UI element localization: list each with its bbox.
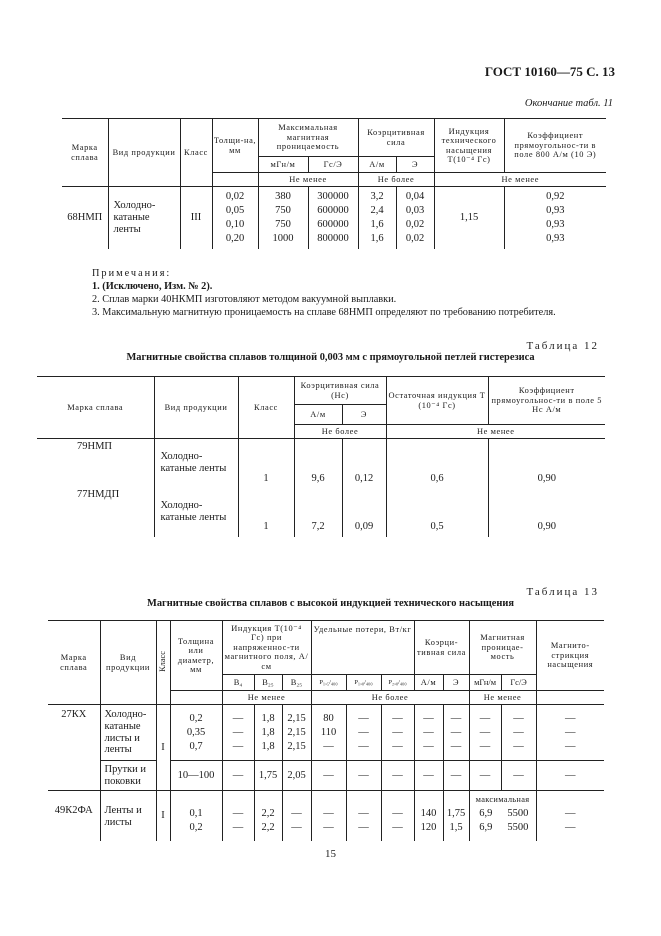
t13-product-2: Прутки и поковки	[100, 761, 156, 791]
table-13	[48, 620, 604, 841]
col-grade: Марка сплава	[62, 119, 108, 187]
t13-ms-2: —	[536, 761, 604, 791]
t12-label-not-more: Не более	[294, 425, 386, 439]
t13-class-1: I	[156, 705, 170, 791]
t13-col-magnetostriction: Магнито-стрикция насыщения	[536, 621, 604, 691]
t12-col-remanent: Остаточная индукция Т (10⁻⁴ Гс)	[386, 377, 488, 425]
notes	[92, 267, 556, 319]
t13-ms-3: — —	[536, 791, 604, 841]
t13-col-p2: P₁,₀/₄₀₀	[346, 675, 381, 691]
t12-product-2: Холодно-катаные ленты	[154, 487, 238, 537]
t12-col-class: Класс	[238, 377, 294, 439]
label-not-less-2: Не менее	[434, 173, 606, 187]
t13-a-m-2: —	[414, 761, 443, 791]
t12-grade-79nmp: 79НМП	[37, 439, 154, 487]
t13-product-1: Холодно-катаные листы и ленты	[100, 705, 156, 761]
t12-col-a-m: А/м	[294, 405, 342, 425]
col-induction: Индукция технического насыщения Т(10⁻⁴ Гс)	[434, 119, 504, 173]
col-a-m: А/м	[358, 157, 396, 173]
page-number: 15	[325, 848, 336, 860]
t13-thickness-1: 0,2 0,35 0,7	[170, 705, 222, 761]
t13-b25-3: 2,2 2,2	[254, 791, 282, 841]
t13-oe-1: — — —	[443, 705, 469, 761]
t13-grade-49k2fa: 49К2ФА	[48, 791, 100, 841]
t13-label-not-less-a: Не менее	[222, 691, 311, 705]
note-1: 1. (Исключено, Изм. № 2).	[92, 281, 213, 292]
t13-col-class: Класс	[156, 621, 170, 705]
t12-col-oe: Э	[342, 405, 386, 425]
table-12-title: Магнитные свойства сплавов толщиной 0,003 мм с прямоугольной петлей гистерезиса	[126, 352, 535, 363]
col-max-perm: Максимальная магнитная проницаемость	[258, 119, 358, 157]
t12-class-1: 1	[238, 439, 294, 487]
thickness-cell: 0,02 0,05 0,10 0,20	[212, 187, 258, 249]
t13-b25-1: 1,8 1,8 1,8	[254, 705, 282, 761]
t13-col-perm: Магнитная проницае-мость	[469, 621, 536, 675]
label-not-less: Не менее	[258, 173, 358, 187]
t13-mgn-m-3: 6,9 6,9	[479, 808, 493, 833]
label-not-more: Не более	[358, 173, 434, 187]
t13-p2-2: —	[346, 761, 381, 791]
t13-b2-2: 2,05	[282, 761, 311, 791]
t13-gs-oe-1: — — —	[501, 705, 536, 761]
t13-col-b25: B₂₅	[254, 675, 282, 691]
t13-col-thickness: Толщина или диаметр, мм	[170, 621, 222, 691]
t12-oe-2: 0,09	[342, 487, 386, 537]
t13-ms-1: — — —	[536, 705, 604, 761]
t13-col-p1: P₁,₅/₄₀₀	[311, 675, 346, 691]
coef-cell: 0,92 0,93 0,93 0,93	[504, 187, 606, 249]
t12-class-2: 1	[238, 487, 294, 537]
t13-b25-2: 1,75	[254, 761, 282, 791]
t13-col-b2: B₂₅	[282, 675, 311, 691]
t13-p1-1: 80 110 —	[311, 705, 346, 761]
t13-p3-3: — —	[381, 791, 414, 841]
t13-b4-3: — —	[222, 791, 254, 841]
t13-b2-3: — —	[282, 791, 311, 841]
t13-a-m-3: 140 120	[414, 791, 443, 841]
t13-mgn-m-2: —	[469, 761, 501, 791]
t13-col-grade: Марка сплава	[48, 621, 100, 705]
t13-col-gs-oe: Гс/Э	[501, 675, 536, 691]
t13-col-mgn-m: мГн/м	[469, 675, 501, 691]
note-2: 2. Сплав марки 40НКМП изготовляют методом вакуумной выплавки.	[92, 294, 397, 305]
t13-col-p3: P₂,₀/₄₀₀	[381, 675, 414, 691]
t13-col-oe: Э	[443, 675, 469, 691]
t13-p3-1: — — —	[381, 705, 414, 761]
induction-cell: 1,15	[434, 187, 504, 249]
oe-cell: 0,04 0,03 0,02 0,02	[396, 187, 434, 249]
col-coercive: Коэрцитивная сила	[358, 119, 434, 157]
t13-p2-3: — —	[346, 791, 381, 841]
t12-col-coercive: Коэрцитивная сила (Нс)	[294, 377, 386, 405]
class-cell: III	[180, 187, 212, 249]
t12-remanent-1: 0,6	[386, 439, 488, 487]
t13-col-losses: Удельные потери, Вт/кг	[311, 621, 414, 675]
t12-remanent-2: 0,5	[386, 487, 488, 537]
a-m-cell: 3,2 2,4 1,6 1,6	[358, 187, 396, 249]
gs-oe-cell: 300000 600000 600000 800000	[308, 187, 358, 249]
table-13-label: Таблица 13	[526, 586, 599, 598]
t13-class-3: I	[156, 791, 170, 841]
t13-a-m-1: — — —	[414, 705, 443, 761]
mgn-m-cell: 380 750 750 1000	[258, 187, 308, 249]
t12-a-m-1: 9,6	[294, 439, 342, 487]
note-3: 3. Максимальную магнитную проницаемость на сплаве 68НМП определяют по требованию потребителя.	[92, 307, 556, 318]
t12-a-m-2: 7,2	[294, 487, 342, 537]
t13-product-3: Ленты и листы	[100, 791, 156, 841]
t13-p3-2: —	[381, 761, 414, 791]
col-oe: Э	[396, 157, 434, 173]
t12-oe-1: 0,12	[342, 439, 386, 487]
table-11	[62, 118, 606, 249]
t12-col-product: Вид продукции	[154, 377, 238, 439]
t13-perm-3	[469, 791, 536, 841]
t13-oe-2: —	[443, 761, 469, 791]
t13-b2-1: 2,15 2,15 2,15	[282, 705, 311, 761]
t13-col-b4: B₄	[222, 675, 254, 691]
t13-col-a-m: А/м	[414, 675, 443, 691]
t12-label-not-less: Не менее	[386, 425, 605, 439]
t13-grade-27kx: 27КХ	[48, 705, 100, 791]
col-product: Вид продукции	[108, 119, 180, 187]
page-header: ГОСТ 10160—75 С. 13	[484, 64, 615, 79]
t13-col-induction: Индукция Т(10⁻⁴ Гс) при напряженнос-ти магнитного поля, А/см	[222, 621, 311, 675]
col-thickness: Толщи-на, мм	[212, 119, 258, 173]
t13-mgn-m-1: — — —	[469, 705, 501, 761]
t12-coef-2: 0,90	[488, 487, 605, 537]
t12-grade-77nmdp: 77НМДП	[37, 487, 154, 537]
t13-thickness-3: 0,1 0,2	[170, 791, 222, 841]
grade-68nmp: 68НМП	[62, 187, 108, 249]
col-mgn-m: мГн/м	[258, 157, 308, 173]
col-gs-oe: Гс/Э	[308, 157, 358, 173]
product-cell: Холодно-катаные ленты	[108, 187, 180, 249]
t13-oe-3: 1,75 1,5	[443, 791, 469, 841]
col-coef: Коэффициент прямоугольнос-ти в поле 800 А/м (10 Э)	[504, 119, 606, 173]
t13-b4-1: — — —	[222, 705, 254, 761]
t13-perm-note: максимальная	[475, 795, 530, 804]
t13-gs-oe-3: 5500 5500	[507, 808, 529, 833]
t12-product-1: Холодно-катаные ленты	[154, 439, 238, 487]
t13-label-not-more: Не более	[311, 691, 469, 705]
t13-gs-oe-2: —	[501, 761, 536, 791]
t13-label-not-less-b: Не менее	[469, 691, 536, 705]
t13-p2-1: — — —	[346, 705, 381, 761]
table-continuation-label: Окончание табл. 11	[524, 98, 613, 109]
t13-p1-2: —	[311, 761, 346, 791]
t12-coef-1: 0,90	[488, 439, 605, 487]
t13-b4-2: —	[222, 761, 254, 791]
t12-col-coef: Коэффициент прямоугольнос-ти в поле 5 Нс А/м	[488, 377, 605, 425]
col-class: Класс	[180, 119, 212, 187]
table-12	[37, 376, 605, 537]
table-12-label: Таблица 12	[526, 340, 599, 352]
t12-col-grade: Марка сплава	[37, 377, 154, 439]
t13-thickness-2: 10—100	[170, 761, 222, 791]
notes-title: Примечания:	[92, 268, 172, 279]
t13-col-product: Вид продукции	[100, 621, 156, 705]
table-13-title: Магнитные свойства сплавов с высокой индукцией технического насыщения	[147, 598, 514, 609]
t13-col-coercive: Коэрци-тивная сила	[414, 621, 469, 675]
t13-p1-3: — —	[311, 791, 346, 841]
